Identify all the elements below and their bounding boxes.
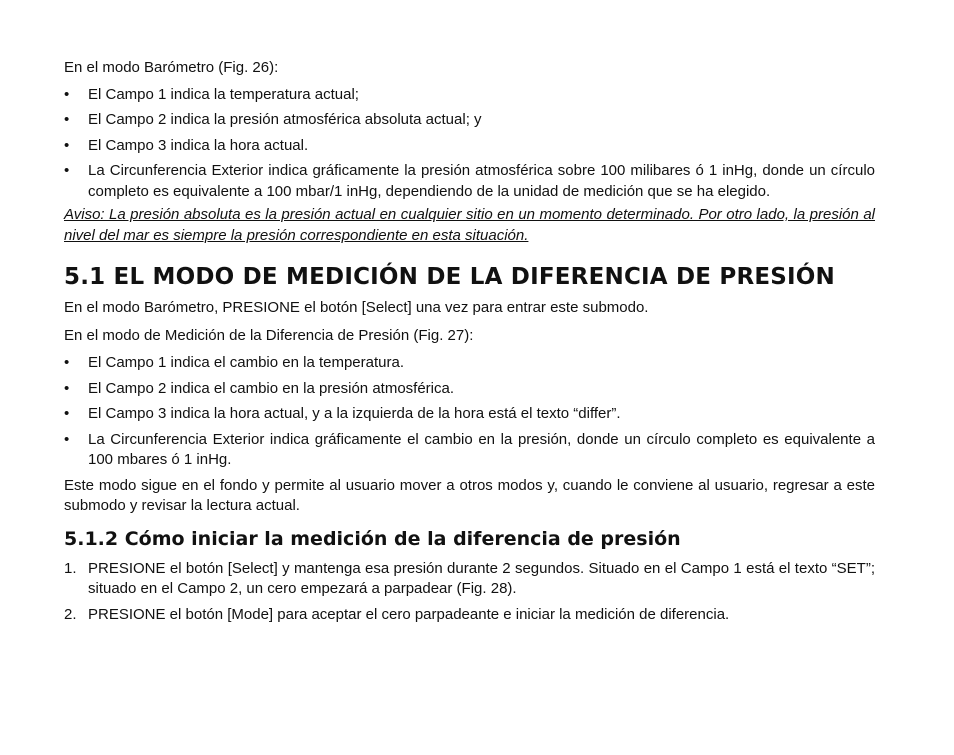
bullet-marker: • bbox=[64, 136, 70, 154]
list-item-text: El Campo 1 indica el cambio en la temperatura. bbox=[88, 354, 404, 371]
section-para-enter: En el modo Barómetro, PRESIONE el botón [Select] una vez para entrar este submodo. bbox=[64, 299, 649, 316]
step-number: 1. bbox=[64, 559, 77, 577]
list-item bbox=[64, 85, 875, 106]
pressure-notice: Aviso: La presión absoluta es la presión actual en cualquier sitio en un momento determinado. Por otro lado, la presión al nivel del mar es siempre la presión correspondiente en esta situación. bbox=[64, 206, 875, 244]
list-item bbox=[64, 430, 875, 471]
section-para-background: Este modo sigue en el fondo y permite al usuario mover a otros modos y, cuando le conviene al usuario, regresar a este submodo y revisar la lectura actual. bbox=[64, 476, 875, 514]
list-item-text: El Campo 2 indica el cambio en la presión atmosférica. bbox=[88, 379, 455, 397]
step-number: 2. bbox=[64, 605, 77, 623]
bullet-marker: • bbox=[64, 405, 70, 422]
barometer-field-list bbox=[64, 85, 875, 203]
list-item bbox=[64, 353, 875, 374]
barometer-intro: En el modo Barómetro (Fig. 26): bbox=[64, 59, 279, 76]
bullet-marker: • bbox=[64, 85, 70, 103]
step-text: PRESIONE el botón [Select] y mantenga esa presión durante 2 segundos. Situado en el Campo 1 está el texto “SET”; situado en el Campo 2, un cero empezará a parpadear (Fig. 28). bbox=[88, 559, 875, 597]
step-item bbox=[64, 605, 875, 626]
list-item bbox=[64, 379, 875, 400]
list-item bbox=[64, 136, 875, 157]
list-item-text: El Campo 2 indica la presión atmosférica absoluta actual; y bbox=[88, 111, 482, 128]
list-item bbox=[64, 161, 875, 202]
subsection-heading: 5.1.2 Cómo iniciar la medición de la diferencia de presión bbox=[64, 527, 681, 550]
list-item-text: La Circunferencia Exterior indica gráficamente la presión atmosférica sobre 100 milibares ó 1 inHg, donde un círculo completo es equivalente a 100 mbar/1 inHg, dependiendo de la unidad de medición que se ha elegido. bbox=[88, 162, 875, 200]
step-text: PRESIONE el botón [Mode] para aceptar el cero parpadeante e iniciar la medición de diferencia. bbox=[88, 605, 730, 623]
document-page bbox=[64, 58, 875, 630]
list-item-text: La Circunferencia Exterior indica gráficamente el cambio en la presión, donde un círculo completo es equivalente a 100 mbares ó 1 inHg. bbox=[88, 430, 875, 468]
bullet-marker: • bbox=[64, 430, 70, 448]
section-para-fields: En el modo de Medición de la Diferencia de Presión (Fig. 27): bbox=[64, 326, 474, 344]
list-item-text: El Campo 3 indica la hora actual, y a la izquierda de la hora está el texto “differ”. bbox=[88, 405, 621, 422]
bullet-marker: • bbox=[64, 162, 70, 179]
bullet-marker: • bbox=[64, 379, 70, 397]
step-item bbox=[64, 559, 875, 600]
section-heading: 5.1 EL MODO DE MEDICIÓN DE LA DIFERENCIA DE PRESIÓN bbox=[64, 264, 835, 290]
list-item bbox=[64, 404, 875, 425]
list-item-text: El Campo 3 indica la hora actual. bbox=[88, 136, 309, 154]
difference-field-list bbox=[64, 353, 875, 471]
list-item-text: El Campo 1 indica la temperatura actual; bbox=[88, 85, 359, 103]
bullet-marker: • bbox=[64, 111, 70, 128]
list-item bbox=[64, 110, 875, 131]
bullet-marker: • bbox=[64, 354, 70, 371]
start-steps-list bbox=[64, 559, 875, 626]
